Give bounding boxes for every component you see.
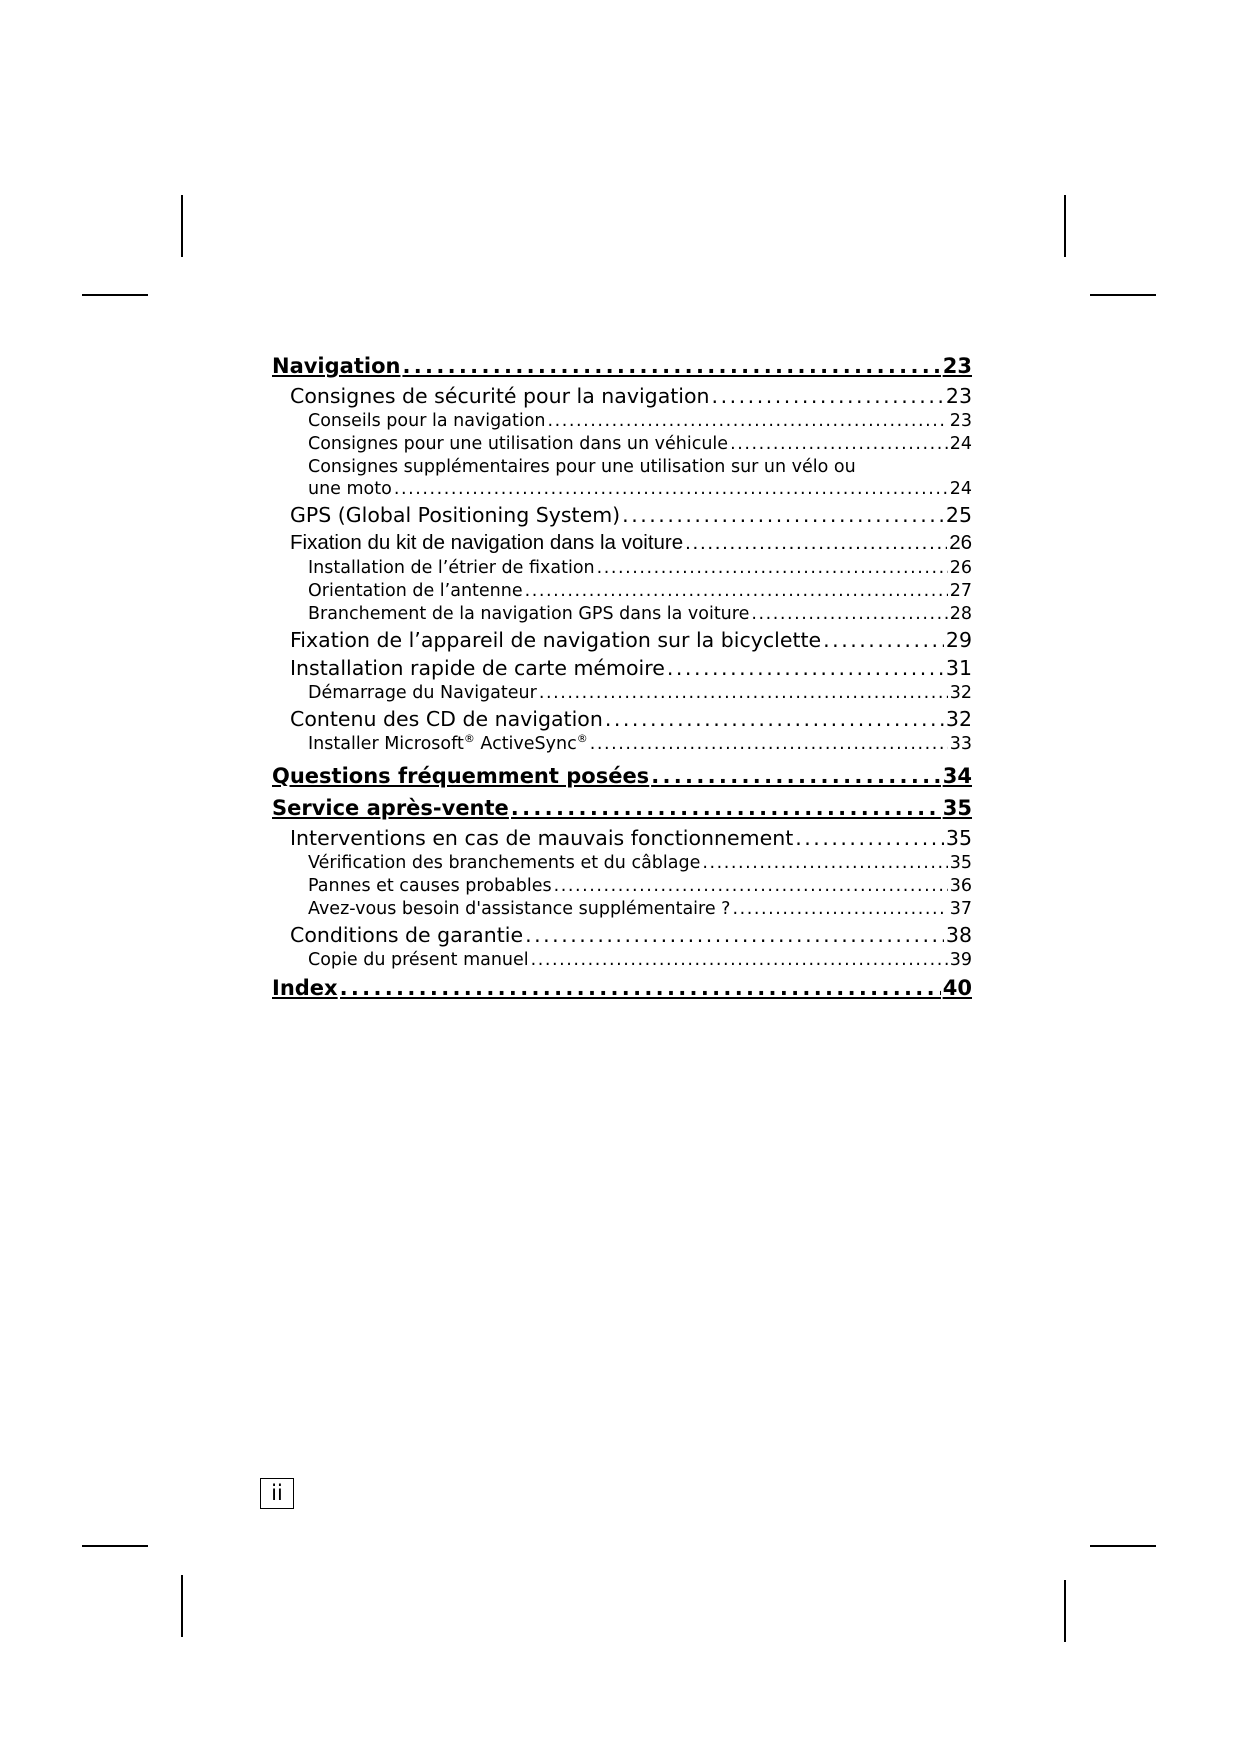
toc-entry-index[interactable]: Index . . . 40 (272, 972, 972, 1004)
toc-entry-copie-manuel[interactable]: Copie du présent manuel . . . 39 (272, 949, 972, 972)
crop-mark-bottom-left-vertical (181, 1575, 183, 1637)
toc-entry-gps[interactable]: GPS (Global Positioning System) . . . 25 (272, 501, 972, 529)
toc-entry-fixation-bicyclette[interactable]: Fixation de l’appareil de navigation sur la bicyclette . . . 29 (272, 626, 972, 654)
toc-entry-fixation-kit[interactable]: Fixation du kit de navigation dans la voiture . . . 26 (272, 529, 972, 557)
toc-entry-consignes-vehicule[interactable]: Consignes pour une utilisation dans un véhicule . . . 24 (272, 433, 972, 456)
toc-entry-orientation-antenne[interactable]: Orientation de l’antenne . . . 27 (272, 580, 972, 603)
toc-entry-verification-branchements[interactable]: Vérification des branchements et du câblage . . . 35 (272, 852, 972, 875)
toc-entry-installation-carte[interactable]: Installation rapide de carte mémoire . . . 31 (272, 654, 972, 682)
crop-mark-bottom-left-horizontal (82, 1545, 148, 1547)
toc-entry-contenu-cd[interactable]: Contenu des CD de navigation . . . 32 (272, 705, 972, 733)
crop-mark-top-left-horizontal (82, 294, 148, 296)
toc-entry-questions[interactable]: Questions fréquemment posées . . . 34 (272, 760, 972, 792)
crop-mark-top-left-vertical (181, 195, 183, 257)
toc-entry-installer-activesync[interactable]: Installer Microsoft® ActiveSync® . . . 33 (272, 733, 972, 756)
page-number: ii (260, 1478, 294, 1509)
toc-entry-interventions[interactable]: Interventions en cas de mauvais fonctionnement . . . 35 (272, 824, 972, 852)
toc-entry-installation-etrier[interactable]: Installation de l’étrier de fixation . . . 26 (272, 557, 972, 580)
toc-entry-branchement-gps[interactable]: Branchement de la navigation GPS dans la voiture . . . 28 (272, 603, 972, 626)
toc-entry-pannes[interactable]: Pannes et causes probables . . . 36 (272, 875, 972, 898)
crop-mark-top-right-horizontal (1090, 294, 1156, 296)
toc-entry-assistance[interactable]: Avez-vous besoin d'assistance supplémentaire ? . . . 37 (272, 898, 972, 921)
table-of-contents (272, 350, 972, 1004)
crop-mark-top-right-vertical (1064, 195, 1066, 257)
toc-entry-service-apres-vente[interactable]: Service après-vente . . . 35 (272, 792, 972, 824)
crop-mark-bottom-right-vertical (1064, 1580, 1066, 1642)
crop-mark-bottom-right-horizontal (1090, 1545, 1156, 1547)
toc-entry-navigation[interactable]: Navigation . . . 23 (272, 350, 972, 382)
toc-entry-consignes-securite[interactable]: Consignes de sécurité pour la navigation . . . 23 (272, 382, 972, 410)
toc-entry-consignes-velo-line2[interactable]: une moto . . . 24 (272, 478, 972, 501)
toc-entry-conseils-navigation[interactable]: Conseils pour la navigation . . . 23 (272, 410, 972, 433)
toc-entry-consignes-velo-line1[interactable]: Consignes supplémentaires pour une utilisation sur un vélo ou (308, 457, 856, 477)
toc-entry-conditions-garantie[interactable]: Conditions de garantie . . . 38 (272, 921, 972, 949)
toc-entry-demarrage-navigateur[interactable]: Démarrage du Navigateur . . . 32 (272, 682, 972, 705)
